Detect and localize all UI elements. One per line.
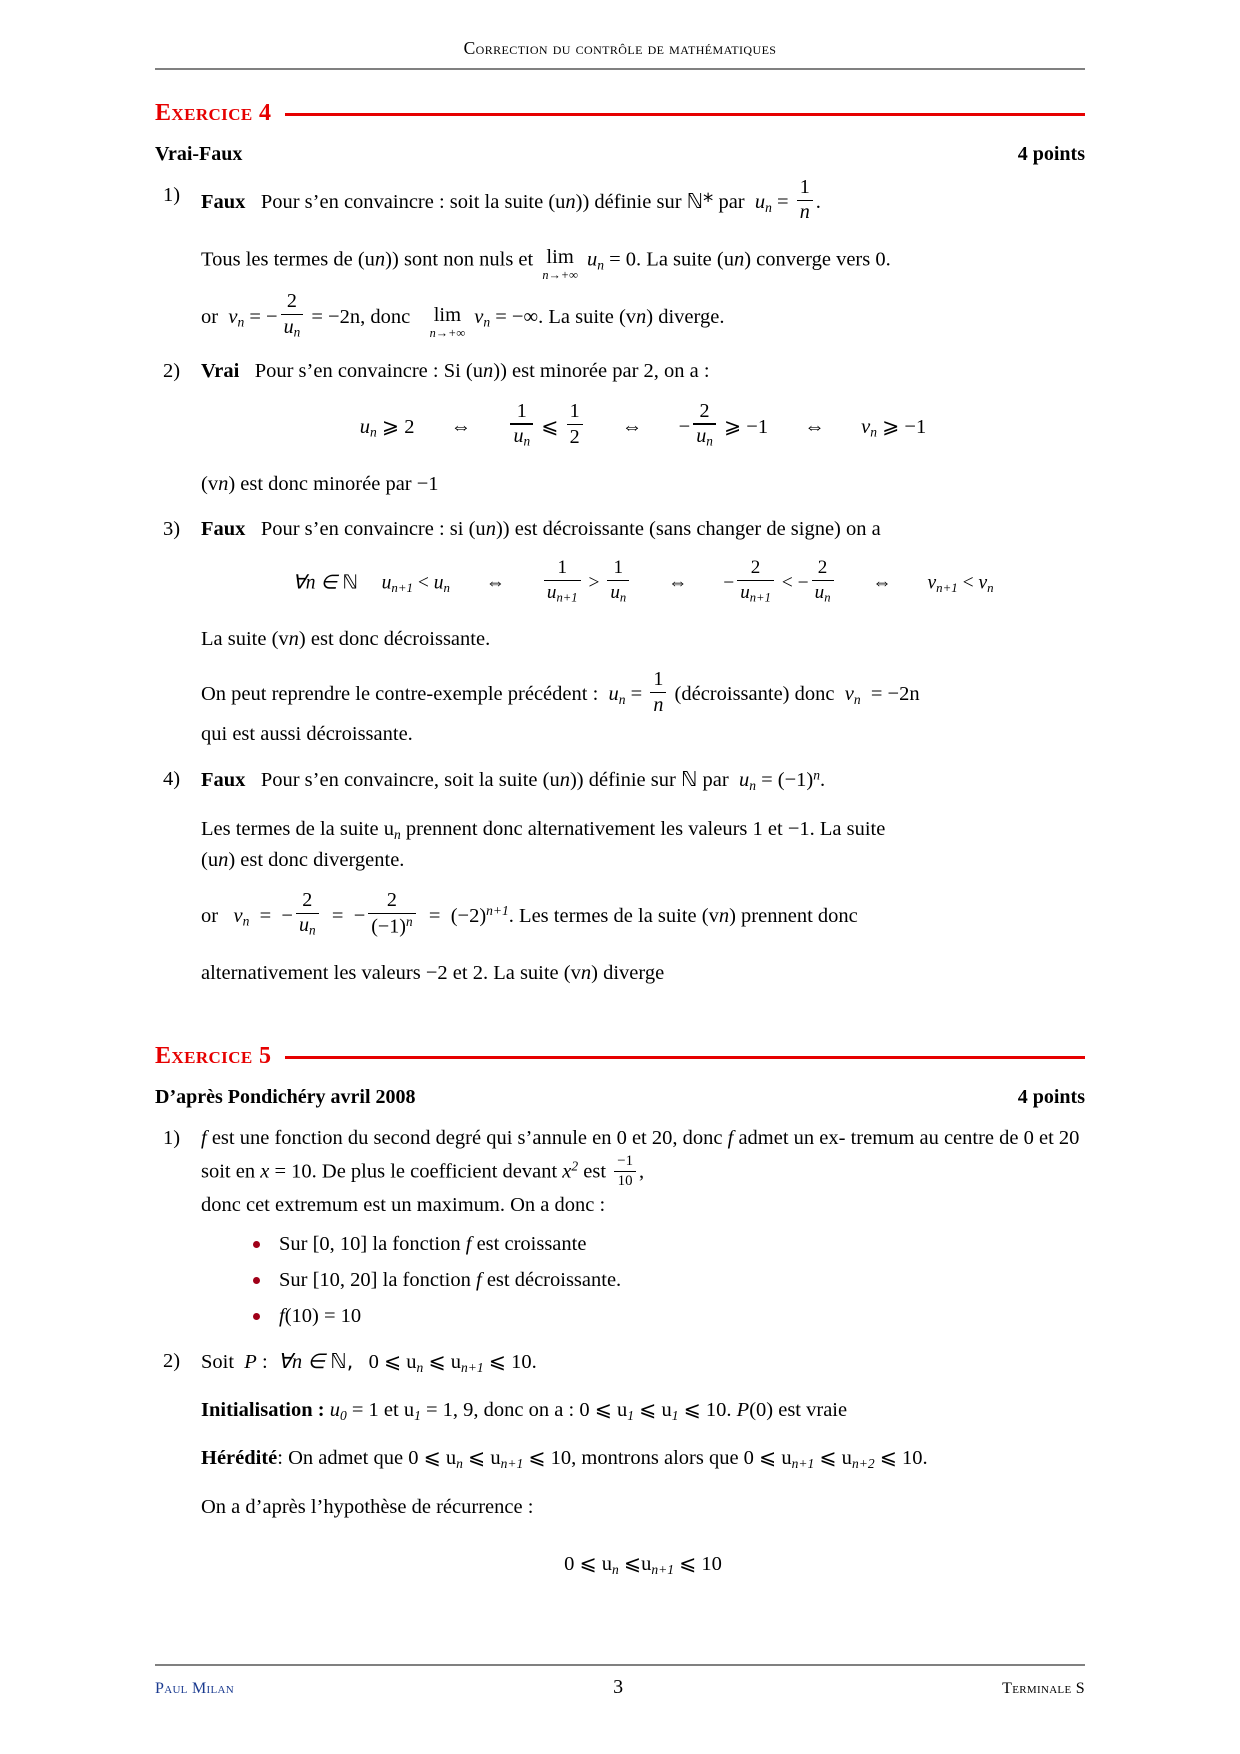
item-marker: 1)	[163, 1127, 181, 1150]
iff-symbol: ⇔	[667, 572, 688, 594]
property-symbol: P	[244, 1350, 257, 1373]
footer-level: Terminale S	[1002, 1680, 1085, 1697]
list-item: 3) Faux Pour s’en convaincre : si (un)) est décroissante (sans changer de signe) on a ∀n ∈ ℕ $u_{n+1} < u_n$ ⇔ $\frac{1}{u_{n+1}}$ > $\frac{1}{u_n}$ ⇔ − $\frac{2}{u_{n+1}}$ < − $\frac{2}{u_n}$ ⇔ $v_{n+1} < v_n$ La suite (vn) est donc décroissante. On peut reprendre le contre-exemple précédent : $u_n$ = $\frac{1}{n}$ (décroissante) donc $v_n = -2n$ qui est aussi décroissante.	[155, 514, 1085, 750]
item-3-equation: ∀n ∈ ℕ $u_{n+1} < u_n$ ⇔ $\frac{1}{u_{n+1}}$ > $\frac{1}{u_n}$ ⇔ − $\frac{2}{u_{n+1}}$ < − $\frac{2}{u_n}$ ⇔ $v_{n+1} < v_n$	[292, 557, 994, 605]
item-4-line-2: Les termes de la suite $u_n$ prennent donc alternativement les valeurs 1 et −1. La suite (un) est donc divergente.	[201, 817, 886, 871]
item-marker: 1)	[163, 184, 181, 206]
item-4-line-3: or $v_n$ = − $\frac{2}{u_n}$ = − $\frac{2}{(-1)^n}$ = $(-2)^{n+1}$. Les termes de la suite (vn) prennent donc	[201, 888, 858, 939]
fraction-one-over-un-plus-1: $\frac{1}{u_{n+1}}$	[544, 558, 581, 604]
item-lead: Pour s’en convaincre : soit la suite (u	[260, 190, 566, 213]
item-lead: Pour s’en convaincre, soit la suite (u	[260, 769, 560, 792]
exercise-4-heading	[155, 100, 1085, 127]
list-item: 1) f est une fonction du second degré qui s’annule en 0 et 20, donc f admet un ex- tremum au centre de 0 et 20 soit en x = 10. De plus le coefficient devant $x^2$ est $\frac{-1}{10}$ , donc cet extremum est un maximum. On a donc : Sur [0, 10] la fonction f est croissante Sur [10, 20] la fonction f est décroissante. f(10) = 10	[155, 1123, 1085, 1331]
exercise-4-rule	[285, 113, 1085, 116]
iff-symbol: ⇔	[485, 572, 506, 594]
item-lead2: ) définie sur	[582, 190, 687, 213]
page-number: 3	[613, 1676, 624, 1698]
item-3-counterexample: On peut reprendre le contre-exemple précédent : $u_n$ = $\frac{1}{n}$ (décroissante) donc $v_n = -2n$ qui est aussi décroissante.	[201, 668, 920, 746]
item-3-conclusion: La suite (vn) est donc décroissante.	[201, 628, 491, 651]
page-footer	[155, 1676, 1085, 1699]
initialisation-paragraph: Initialisation : $u_0 = 1$ et $u_1 = 1$, 9, donc on a : 0 ⩽ $u_1$ ⩽ $u_1$ ⩽ 10. P(0) est vraie	[201, 1398, 848, 1423]
list-item: 2) Vrai Pour s’en convaincre : Si (un)) est minorée par 2, on a : $u_n$ ⩾ 2 ⇔ $\frac{1}{u_n}$ ⩽ $\frac{1}{2}$ ⇔ − $\frac{2}{u_n}$ ⩾ −1 ⇔ $v_n$ ⩾ −1 (vn) est donc minorée par −1	[155, 356, 1085, 499]
running-header: Correction du contrôle de mathématiques	[463, 38, 777, 58]
exercise-5-heading	[155, 1043, 1085, 1070]
list-item: Sur [10, 20] la fonction f est décroissante.	[253, 1265, 1085, 1296]
exercise-4-title: Exercice 4	[155, 100, 272, 126]
equals-sign: =	[777, 190, 789, 213]
iff-symbol: ⇔	[621, 415, 643, 438]
exercise-5-list	[155, 1123, 1085, 1579]
fraction-two-over-un: $\frac{2}{u_n}$	[693, 401, 716, 449]
item-marker: 4)	[163, 768, 181, 791]
item-marker: 3)	[163, 517, 181, 540]
item-lead3: par	[713, 190, 745, 213]
item-4-line-4: alternativement les valeurs −2 et 2. La suite (vn) diverge	[201, 962, 665, 985]
exercise-5-subheading	[155, 1086, 1085, 1109]
item-verdict: Vrai	[201, 360, 240, 383]
item-lead: Pour s’en convaincre : si (u	[260, 517, 486, 540]
list-item: 4) Faux Pour s’en convaincre, soit la suite (un)) définie sur ℕ par $u_n = (-1)^n$. Les termes de la suite $u_n$ prennent donc alternativement les valeurs 1 et −1. La suite (un) est donc divergente. or $v_n$ = − $\frac{2}{u_n}$ = − $\frac{2}{(-1)^n}$ = $(-2)^{n+1}$. Les termes de la suite (vn) prennent donc alternativement les valeurs −2 et 2. La suite (vn) diverge	[155, 764, 1085, 989]
item-lead: Pour s’en convaincre : Si (u	[254, 360, 483, 383]
fraction-one-over-n: $\frac{1}{n}$	[797, 177, 813, 224]
fraction-two-over-minus-one-power-n: $\frac{2}{(-1)^n}$	[368, 890, 415, 938]
exercise-5-rule	[285, 1056, 1085, 1059]
fraction-two-over-un-plus-1: $\frac{2}{u_{n+1}}$	[737, 558, 774, 604]
iff-symbol: ⇔	[872, 572, 892, 594]
exercise-4-list	[155, 175, 1085, 989]
item-2-equation: $u_n$ ⩾ 2 ⇔ $\frac{1}{u_n}$ ⩽ $\frac{1}{2}$ ⇔ − $\frac{2}{u_n}$ ⩾ −1 ⇔ $v_n$ ⩾ −1	[359, 399, 927, 449]
item-verdict: Faux	[201, 769, 246, 792]
item-marker: 2)	[163, 360, 181, 383]
footer-rule	[155, 1664, 1085, 1666]
fraction-one-over-un: $\frac{1}{u_n}$	[607, 558, 629, 604]
exercise-5-points: 4 points	[1017, 1086, 1085, 1109]
exercise-4-subheading	[155, 143, 1085, 166]
fraction-minus-one-over-ten: $\frac{-1}{10}$	[614, 1154, 636, 1190]
fraction-one-over-two: $\frac{1}{2}$	[567, 401, 583, 448]
iff-symbol: ⇔	[804, 415, 825, 438]
item-marker: 2)	[163, 1349, 181, 1372]
exercise-4-subtitle: Vrai-Faux	[155, 143, 243, 165]
item-1-line-2: Tous les termes de (un)) sont non nuls et lim n→+∞ $u_n = 0$. La suite (un) converge vers 0.	[201, 246, 891, 282]
recurrence-paragraph: On a d’après l’hypothèse de récurrence :	[201, 1495, 534, 1518]
final-inequality: 0 ⩽ $u_n$ $⩽u_{n+1}$ ⩽ 10	[564, 1552, 722, 1577]
list-item: 1) Faux Pour s’en convaincre : soit la suite (un)) définie sur ℕ* par $u_n$ = $\frac{1}{n}$ . Tous les termes de (un)) sont non nuls et lim n→+∞ $u_n = 0$. La suite (un) converge vers 0. or $v_n$ = − $\frac{2}{u_n}$ = −2n, donc lim n→+∞ $v_n$ = −∞. La suite (vn) diverge.	[155, 180, 1085, 342]
exercise-5-bullet-list	[201, 1229, 1085, 1331]
exercise-4-points: 4 points	[1017, 143, 1085, 165]
exercise-5-subtitle: D’après Pondichéry avril 2008	[155, 1086, 416, 1109]
exercise-5-title: Exercice 5	[155, 1043, 272, 1070]
property-symbol: P	[736, 1398, 750, 1421]
header-rule	[155, 68, 1085, 70]
page-content	[155, 100, 1085, 1580]
fraction-one-over-n: $\frac{1}{n}$	[650, 669, 666, 716]
un-symbol: u	[754, 190, 766, 213]
fraction-two-over-un: $\frac{2}{u_n}$	[281, 291, 304, 339]
fraction-two-over-un: $\frac{2}{u_n}$	[812, 558, 834, 604]
limit-operator: lim n→+∞	[542, 246, 578, 282]
list-item: f(10) = 10	[253, 1301, 1085, 1332]
item-verdict: Faux	[201, 190, 246, 213]
item-1-line-3: or $v_n$ = − $\frac{2}{u_n}$ = −2n, donc lim n→+∞ $v_n$ = −∞. La suite (vn) diverge.	[201, 290, 725, 340]
list-item: 2) Soit P : ∀n ∈ ℕ, 0 ⩽ $u_n$ ⩽ $u_{n+1}$ ⩽ 10. Initialisation : $u_0 = 1$ et $u_1 = 1$, 9, donc on a : 0 ⩽ $u_1$ ⩽ $u_1$ ⩽ 10. P(0) est vraie Hérédité: On admet que 0 ⩽ $u_n$ ⩽ $u_{n+1}$ ⩽ 10, montrons alors que 0 ⩽ $u_{n+1}$ ⩽ $u_{n+2}$ ⩽ 10. On a d’après l’hypothèse de récurrence : 0 ⩽ $u_n$ $⩽u_{n+1}$ ⩽ 10	[155, 1346, 1085, 1580]
list-item: Sur [0, 10] la fonction f est croissante	[253, 1229, 1085, 1260]
limit-operator: lim n→+∞	[429, 304, 466, 340]
iff-symbol: ⇔	[450, 415, 472, 438]
footer-author: Paul Milan	[155, 1680, 235, 1697]
fraction-two-over-un: $\frac{2}{u_n}$	[296, 890, 319, 938]
item-verdict: Faux	[201, 517, 246, 540]
fraction-one-over-un: $\frac{1}{u_n}$	[510, 401, 533, 449]
heredite-paragraph: Hérédité: On admet que 0 ⩽ $u_n$ ⩽ $u_{n+1}$ ⩽ 10, montrons alors que 0 ⩽ $u_{n+1}$ ⩽ $u_{n+2}$ ⩽ 10.	[201, 1447, 928, 1471]
item-2-conclusion: (vn) est donc minorée par −1	[201, 472, 439, 495]
